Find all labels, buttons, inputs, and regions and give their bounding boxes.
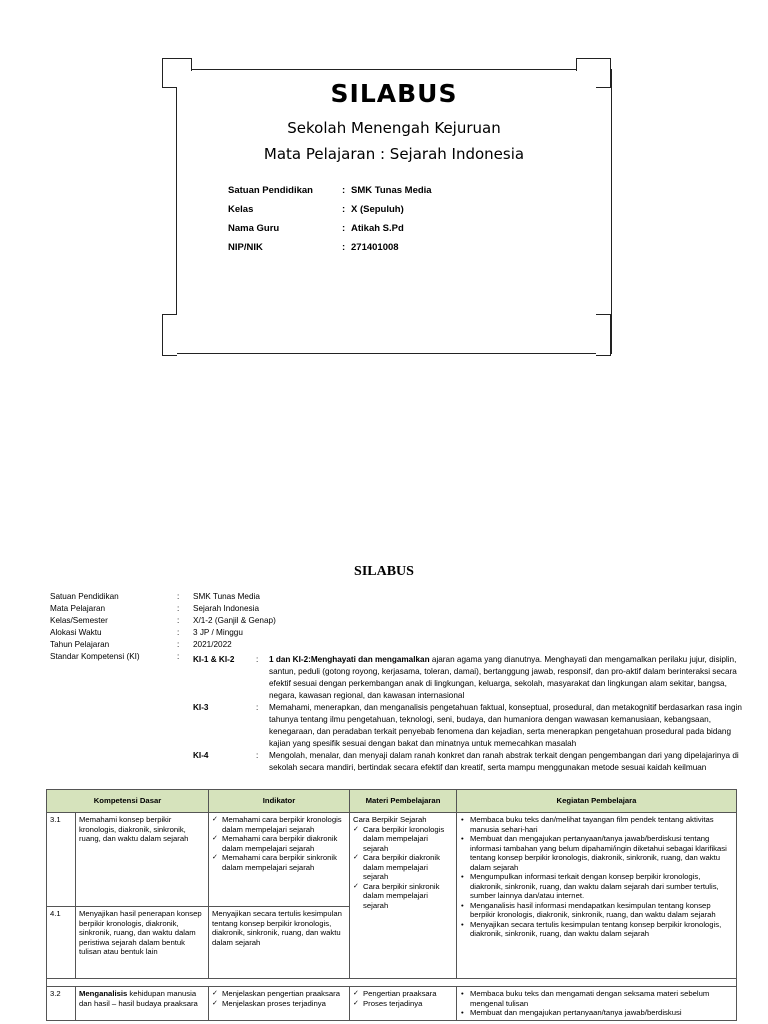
doc-title: SILABUS [354,564,414,579]
info-value: SMK Tunas Media [351,185,432,196]
materi-cell [350,813,457,979]
ki-body: ajaran agama yang dianutnya. Menghayati dan mengamalkan perilaku jujur, disiplin, santun, peduli (gotong royong, kerjasama, toleran, damai), bertanggung jawab, responsif, dan pro-aktif dalam berinteraksi secara efektif sesuai dengan perkembangan anak di lingkungan, keluarga, sekolah, masyarakat dan lingkungan alam sekitar, bangsa, negara, kawasan regional, dan kawasan internasional [269,655,737,700]
kd-number: 4.1 [47,907,76,979]
meta-row [50,627,276,639]
info-value: Atikah S.Pd [351,223,404,234]
info-label: Satuan Pendidikan [228,185,313,196]
info-sep: : [342,223,346,234]
info-value: X (Sepuluh) [351,204,404,215]
cover-info-row [228,185,432,204]
meta-row [50,603,276,615]
meta-label: Satuan Pendidikan [50,592,119,601]
indikator-item: ✓ Menjelaskan pengertian praaksara [212,989,346,999]
kegiatan-item: • Membuat dan mengajukan pertanyaan/tanya jawab/berdiskusi tentang informasi tambahan yang belum dipahami/ingin diketahui sebagai klarifikasi tentang konsep berpikir kronologis, diakronik, sinkronik, ruang, dan waktu dalam sejarah [460,834,733,872]
ki-list [193,654,745,774]
kegiatan-item: • Menganalisis hasil informasi mendapatkan kesimpulan tentang konsep berpikir kronologis, diakronik, sinkronik, ruang, dan waktu dalam sejarah [460,901,733,920]
ki-label: KI-1 & KI-2 [193,655,235,664]
cover-info-row [228,242,432,261]
indikator-item: ✓ Menjelaskan proses terjadinya [212,999,346,1009]
kd-number: 3.1 [47,813,76,907]
materi-item: ✓ Proses terjadinya [353,999,453,1009]
materi-item: ✓ Pengertian praaksara [353,989,453,999]
indikator-cell [209,987,350,1021]
meta-sep: : [177,628,180,637]
ki-row [193,654,745,702]
kd-text: Menyajikan hasil penerapan konsep berpikir kronologis, diakronik, sinkronik, ruang, dan waktu dalam peristiwa sejarah dalam bentuk tulisan atau bentuk lain [76,907,209,979]
header-indikator: Indikator [209,790,350,813]
kegiatan-item: • Menyajikan secara tertulis kesimpulan tentang konsep berpikir kronologis, diakronik, sinkronik, ruang, dan waktu dalam sejarah [460,920,733,939]
indikator-item: ✓ Memahami cara berpikir kronologis dalam mempelajari sejarah [212,815,346,834]
meta-value: 3 JP / Minggu [193,628,243,637]
cover-corner-lt [162,58,177,88]
table-header-row [47,790,737,813]
materi-item: ✓ Cara berpikir diakronik dalam mempelajari sejarah [353,853,453,882]
meta-label: Alokasi Waktu [50,628,102,637]
kd-text: Memahami konsep berpikir kronologis, diakronik, sinkronik, ruang, dan waktu dalam sejarah [76,813,209,907]
info-label: Kelas [228,204,254,215]
cover-subtitle-subject: Mata Pelajaran : Sejarah Indonesia [263,145,525,163]
meta-value: 2021/2022 [193,640,232,649]
header-kegiatan: Kegiatan Pembelajara [457,790,737,813]
info-label: Nama Guru [228,223,280,234]
kd-rest: kehidupan manusia dan hasil – hasil budaya praaksara [79,989,198,1008]
meta-sep: : [177,652,180,661]
kegiatan-cell [457,987,737,1021]
ki-sep: : [256,703,259,712]
meta-value: SMK Tunas Media [193,592,260,601]
cover-corner-lb [162,314,177,356]
info-sep: : [342,242,346,253]
cover-info-row [228,204,432,223]
materi-heading: Cara Berpikir Sejarah [353,815,427,824]
materi-item: ✓ Cara berpikir sinkronik dalam mempelajari sejarah [353,882,453,911]
table-row [47,987,737,1021]
meta-label: Standar Kompetensi (KI) [50,652,140,661]
header-materi: Materi Pembelajaran [350,790,457,813]
syllabus-table [46,789,737,1021]
meta-sep: : [177,592,180,601]
info-label: NIP/NIK [228,242,263,253]
cover-title: SILABUS [330,79,458,108]
ki-label: KI-4 [193,751,209,760]
cover-subtitle-school: Sekolah Menengah Kejuruan [287,119,501,137]
kegiatan-item: • Membuat dan mengajukan pertanyaan/tanya jawab/berdiskusi [460,1008,733,1018]
table-row [47,813,737,907]
ki-row [193,702,745,750]
materi-item: ✓ Cara berpikir kronologis dalam mempelajari sejarah [353,825,453,854]
meta-row [50,639,276,651]
kd-number: 3.2 [47,987,76,1021]
meta-sep: : [177,640,180,649]
kegiatan-cell [457,813,737,979]
ki-sep: : [256,655,259,664]
indikator-cell [209,813,350,907]
ki-bold-lead: 1 dan KI-2:Menghayati dan mengamalkan [269,655,430,664]
doc-meta [50,591,276,663]
ki-text: Memahami, menerapkan, dan menganalisis pengetahuan faktual, konseptual, prosedural, dan metakognitif berdasarkan rasa ingin tahunya tentang ilmu pengetahuan, teknologi, seni, budaya, dan humaniora dengan wawasan kemanusiaan, kebangsaan, kenegaraan, dan peradaban terkait penyebab fenomena dan kejadian, serta menerapkan pengetahuan prosedural pada bidang kajian yang spesifik sesuai dengan bakat dan minatnya untuk memecahkan masalah [269,703,742,748]
materi-cell [350,987,457,1021]
cover-corner-rb [596,314,611,356]
meta-label: Kelas/Semester [50,616,108,625]
indikator-item: ✓ Memahami cara berpikir sinkronik dalam mempelajari sejarah [212,853,346,872]
meta-sep: : [177,604,180,613]
ki-label: KI-3 [193,703,209,712]
meta-row [50,615,276,627]
info-sep: : [342,204,346,215]
ki-text: Mengolah, menalar, dan menyaji dalam ranah konkret dan ranah abstrak terkait dengan pengembangan dari yang dipelajarinya di sekolah secara mandiri, bertindak secara efektif dan kreatif, serta mampu menggunakan metode sesuai kaidah keilmuan [269,751,739,772]
info-sep: : [342,185,346,196]
table-separator [47,979,737,987]
meta-sep: : [177,616,180,625]
ki-row [193,750,745,774]
kd-bold: Menganalisis [79,989,128,998]
indikator-cell: Menyajikan secara tertulis kesimpulan tentang konsep berpikir kronologis, diakronik, sinkronik, ruang, dan waktu dalam sejarah [209,907,350,979]
indikator-item: ✓ Memahami cara berpikir diakronik dalam mempelajari sejarah [212,834,346,853]
meta-label: Mata Pelajaran [50,604,106,613]
cover-info [228,185,432,261]
meta-label: Tahun Pelajaran [50,640,110,649]
meta-value: Sejarah Indonesia [193,604,260,613]
kd-text [76,987,209,1021]
kegiatan-item: • Membaca buku teks dan mengamati dengan seksama materi sebelum mengenal tulisan [460,989,733,1008]
meta-row [50,591,276,603]
kegiatan-item: • Mengumpulkan informasi terkait dengan konsep berpikir kronologis, diakronik, sinkronik, ruang, dan waktu dalam sejarah dari sumber tertulis, sumber lainnya dan/atau internet. [460,872,733,901]
info-value: 271401008 [351,242,399,253]
ki-sep: : [256,751,259,760]
kegiatan-item: • Membaca buku teks dan/melihat tayangan film pendek tentang aktivitas manusia sehari-hari [460,815,733,834]
ki-text [269,654,745,702]
header-kd: Kompetensi Dasar [47,790,209,813]
cover-info-row [228,223,432,242]
meta-value: X/1-2 (Ganjil & Genap) [193,616,276,625]
